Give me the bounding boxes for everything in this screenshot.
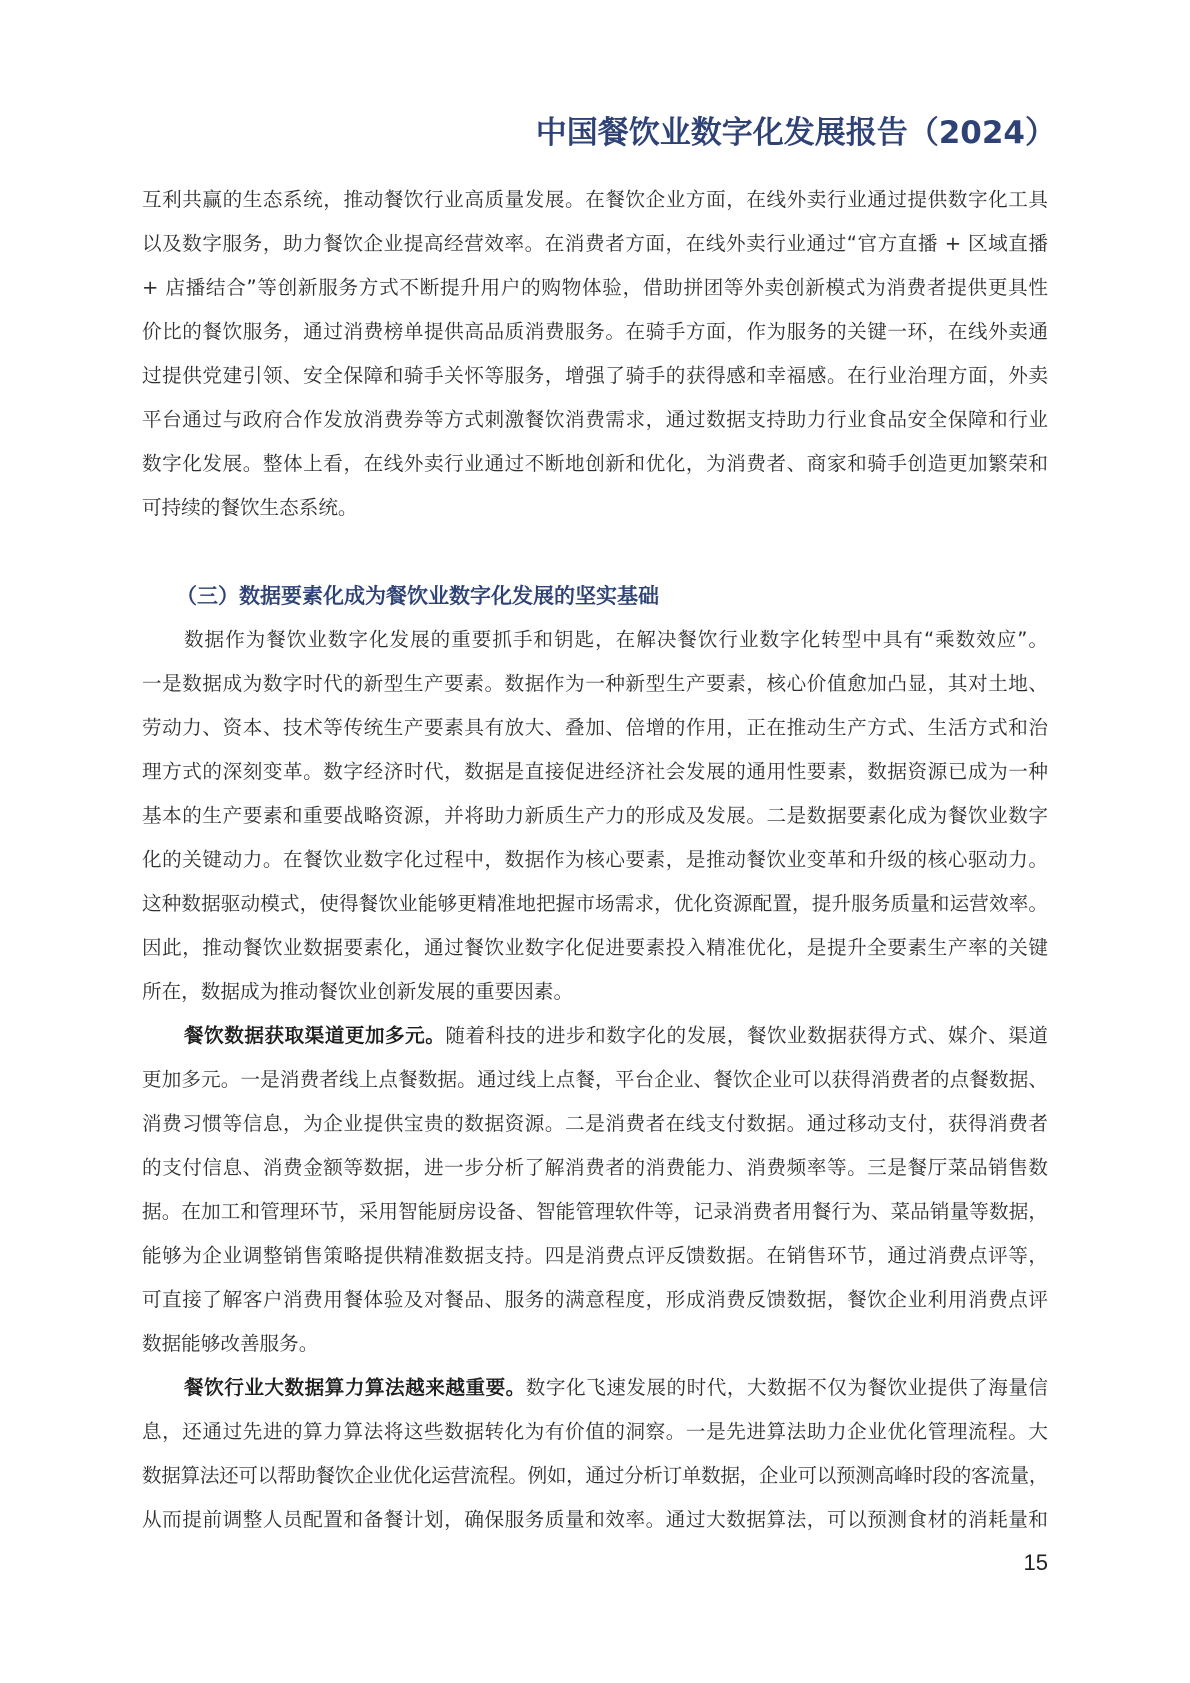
body-line: 劳动力、资本、技术等传统生产要素具有放大、叠加、倍增的作用，正在推动生产方式、生活方式和治 [142, 716, 1048, 739]
body-line: + 店播结合”等创新服务方式不断提升用户的购物体验，借助拼团等外卖创新模式为消费者提供更具性 [142, 276, 1048, 299]
body-line: 因此，推动餐饮业数据要素化，通过餐饮业数字化促进要素投入精准优化，是提升全要素生产率的关键 [142, 936, 1048, 959]
paragraph-ecosystem [142, 178, 1048, 530]
body-line: 的支付信息、消费金额等数据，进一步分析了解消费者的消费能力、消费频率等。三是餐厅菜品销售数 [142, 1156, 1048, 1179]
page-body [142, 178, 1048, 1542]
body-line: 消费习惯等信息，为企业提供宝贵的数据资源。二是消费者在线支付数据。通过移动支付，获得消费者 [142, 1112, 1048, 1135]
body-line: 能够为企业调整销售策略提供精准数据支持。四是消费点评反馈数据。在销售环节，通过消费点评等， [142, 1244, 1048, 1267]
body-line [142, 1014, 1048, 1058]
paragraph-big-data-algorithms [142, 1366, 1048, 1542]
body-text: 随着科技的进步和数字化的发展，餐饮业数据获得方式、媒介、渠道 [445, 1024, 1049, 1047]
report-title: 中国餐饮业数字化发展报告（2024） [535, 115, 1056, 151]
body-line: 互利共赢的生态系统，推动餐饮行业高质量发展。在餐饮企业方面，在线外卖行业通过提供数字化工具 [142, 188, 1048, 211]
run-in-heading: 餐饮数据获取渠道更加多元。 [184, 1024, 446, 1047]
body-line: 化的关键动力。在餐饮业数字化过程中，数据作为核心要素，是推动餐饮业变革和升级的核心驱动力。 [142, 848, 1048, 871]
section-spacer [142, 530, 1048, 574]
body-line: 一是数据成为数字时代的新型生产要素。数据作为一种新型生产要素，核心价值愈加凸显，其对土地、 [142, 672, 1048, 695]
paragraph-data-channels [142, 1014, 1048, 1366]
body-line: 所在，数据成为推动餐饮业创新发展的重要因素。 [142, 980, 574, 1003]
body-line: 理方式的深刻变革。数字经济时代，数据是直接促进经济社会发展的通用性要素，数据资源已成为一种 [142, 760, 1048, 783]
body-line: 平台通过与政府合作发放消费券等方式刺激餐饮消费需求，通过数据支持助力行业食品安全保障和行业 [142, 408, 1048, 431]
body-line: 基本的生产要素和重要战略资源，并将助力新质生产力的形成及发展。二是数据要素化成为餐饮业数字 [142, 804, 1048, 827]
body-line: 息，还通过先进的算力算法将这些数据转化为有价值的洞察。一是先进算法助力企业优化管理流程。大 [142, 1420, 1048, 1443]
body-line: 更加多元。一是消费者线上点餐数据。通过线上点餐，平台企业、餐饮企业可以获得消费者的点餐数据、 [142, 1068, 1048, 1091]
body-line: 以及数字服务，助力餐饮企业提高经营效率。在消费者方面，在线外卖行业通过“官方直播 + 区域直播 [142, 232, 1048, 255]
section-heading: （三）数据要素化成为餐饮业数字化发展的坚实基础 [176, 584, 659, 608]
body-line [142, 1366, 1048, 1410]
body-line: 数据算法还可以帮助餐饮企业优化运营流程。例如，通过分析订单数据，企业可以预测高峰时段的客流量， [142, 1464, 1048, 1487]
paragraph-data-role [142, 618, 1048, 1014]
body-line: 可持续的餐饮生态系统。 [142, 496, 358, 519]
body-line: 从而提前调整人员配置和备餐计划，确保服务质量和效率。通过大数据算法，可以预测食材的消耗量和 [142, 1508, 1048, 1531]
body-line: 过提供党建引领、安全保障和骑手关怀等服务，增强了骑手的获得感和幸福感。在行业治理方面，外卖 [142, 364, 1048, 387]
body-line: 数字化发展。整体上看，在线外卖行业通过不断地创新和优化，为消费者、商家和骑手创造更加繁荣和 [142, 452, 1048, 475]
body-text: 数字化飞速发展的时代，大数据不仅为餐饮业提供了海量信 [525, 1376, 1049, 1399]
body-line: 这种数据驱动模式，使得餐饮业能够更精准地把握市场需求，优化资源配置，提升服务质量和运营效率。 [142, 892, 1048, 915]
run-in-heading: 餐饮行业大数据算力算法越来越重要。 [184, 1376, 526, 1399]
body-line: 数据能够改善服务。 [142, 1332, 319, 1355]
body-line: 可直接了解客户消费用餐体验及对餐品、服务的满意程度，形成消费反馈数据，餐饮企业利用消费点评 [142, 1288, 1048, 1311]
body-line: 数据作为餐饮业数字化发展的重要抓手和钥匙，在解决餐饮行业数字化转型中具有“乘数效应”。 [184, 628, 1048, 651]
body-line: 据。在加工和管理环节，采用智能厨房设备、智能管理软件等，记录消费者用餐行为、菜品销量等数据， [142, 1200, 1048, 1223]
body-line: 价比的餐饮服务，通过消费榜单提供高品质消费服务。在骑手方面，作为服务的关键一环，在线外卖通 [142, 320, 1048, 343]
page-number: 15 [1023, 1550, 1048, 1575]
